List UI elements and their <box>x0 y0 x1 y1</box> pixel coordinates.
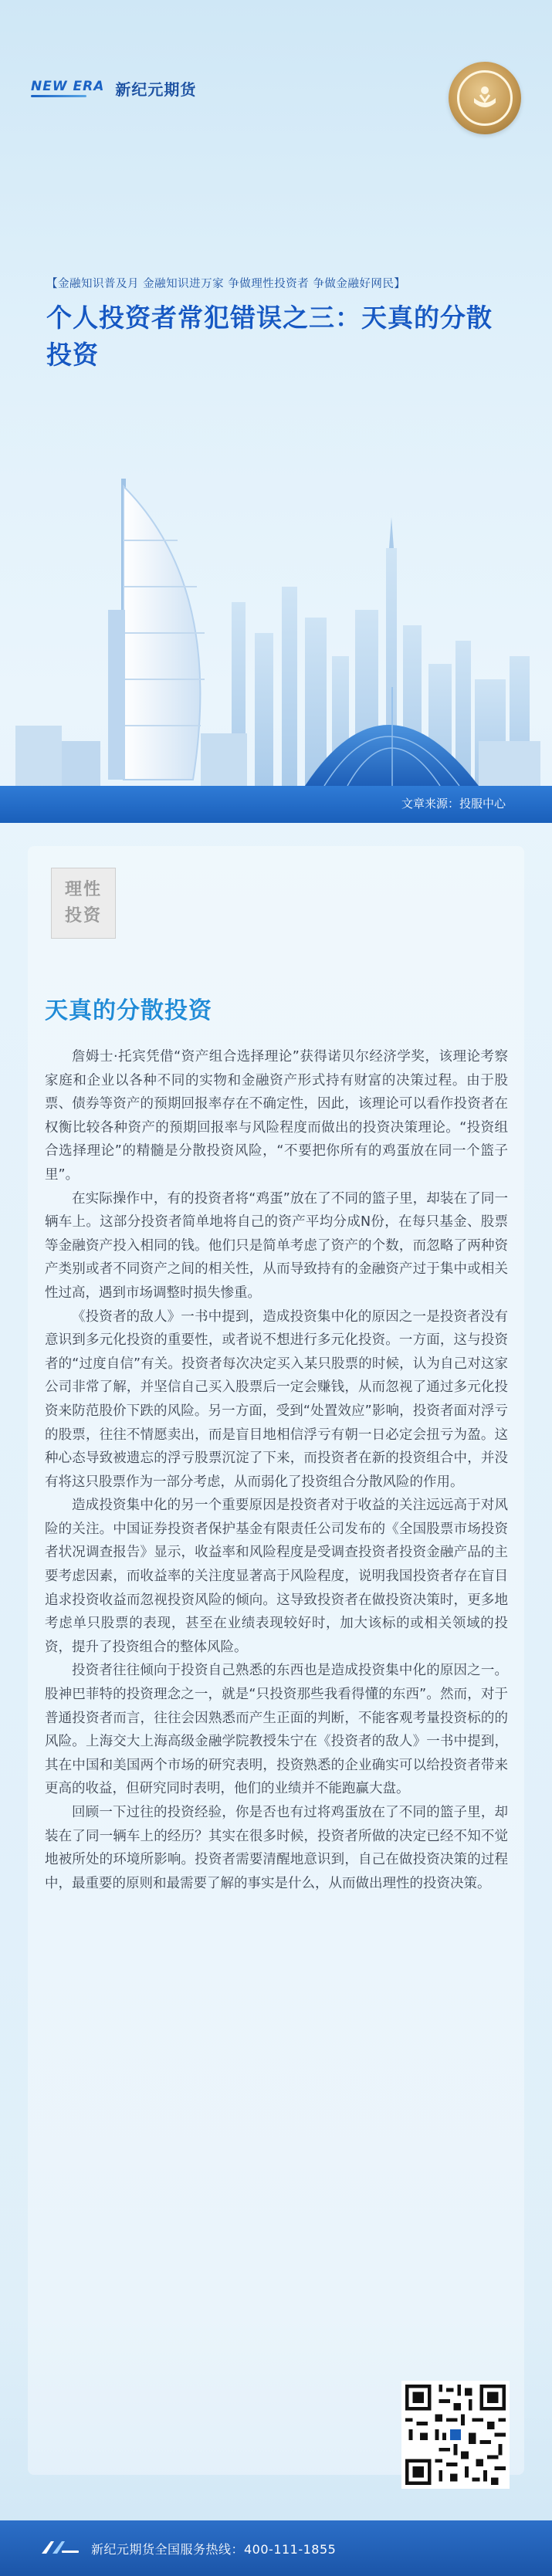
page-title: 个人投资者常犯错误之三：天真的分散投资 <box>46 303 493 370</box>
emblem-symbol-icon <box>468 81 502 115</box>
section-title: 天真的分散投资 <box>45 997 212 1024</box>
emblem-inner <box>457 70 513 126</box>
paragraph: 詹姆士·托宾凭借“资产组合选择理论”获得诺贝尔经济学奖，该理论考察家庭和企业以各种不同的实物和金融资产形式持有财富的决策过程。由于股票、债券等资产的预期回报率存在不确定性，因此，该理论可以看作投资者在权衡比较各种资产的预期回报率与风险程度而做出的投资决策理论。“投资组合选择理论”的精髓是分散投资风险，“不要把你所有的鸡蛋放在同一个篮子里”。 <box>45 1049 508 1183</box>
paragraph: 造成投资集中化的另一个重要原因是投资者对于收益的关注远远高于对风险的关注。中国证券投资者保护基金有限责任公司发布的《全国股票市场投资者状况调查报告》显示，收益率和风险程度是受调查投资者投资金融产品的主要考虑因素，而收益率的关注度显著高于风险程度，说明我国投资者存在盲目追求投资收益而忽视投资风险的倾向。这导致投资者在做投资决策时，更多地考虑单只股票的表现，甚至在业绩表现较好时，加大该标的或相关领域的投资，提升了投资组合的整体风险。 <box>45 1498 508 1655</box>
tagline: 【金融知识普及月 金融知识进万家 争做理性投资者 争做金融好网民】 <box>46 278 406 290</box>
paragraph: 在实际操作中，有的投资者将“鸡蛋”放在了不同的篮子里，却装在了同一辆车上。这部分投资者简单地将自己的资产平均分成N份，在每只基金、股票等金融资产投入相同的钱。他们只是简单考虑了资产的个数，而忽略了两种资产类别或者不同资产之间的相关性，从而导致持有的金融资产过于集中或相关性过高，遇到市场调整时损失惨重。 <box>45 1190 508 1301</box>
paragraph: 投资者往往倾向于投资自己熟悉的东西也是造成投资集中化的原因之一。股神巴菲特的投资理念之一，就是“只投资那些我看得懂的东西”。然而，对于普通投资者而言，往往会因熟悉而产生正面的判断，不能客观考量投资标的的风险。上海交大上海高级金融学院教授朱宁在《投资者的敌人》一书中提到，其在中国和美国两个市场的研究表明，投资熟悉的企业确实可以给投资者带来更高的收益，但研究同时表明，他们的业绩并不能跑赢大盘。 <box>45 1663 508 1797</box>
logo-mark-text: NEW ERA <box>31 79 105 94</box>
paragraph: 回顾一下过往的投资经验，你是否也有过将鸡蛋放在了不同的篮子里，却装在了同一辆车上的经历？其实在很多时候，投资者所做的决定已经不知不觉地被所处的环境所影响。投资者需要清醒地意识到，自己在做投资决策的过程中，最重要的原则和最需要了解的事实是什么，从而做出理性的投资决策。 <box>45 1805 508 1891</box>
brand-logo <box>31 77 196 100</box>
article-source: 文章来源：投服中心 <box>401 797 506 811</box>
logo-company-name: 新纪元期货 <box>115 80 197 99</box>
logo-underline <box>31 95 86 97</box>
paragraph: 《投资者的敌人》一书中提到，造成投资集中化的原因之一是投资者没有意识到多元化投资的重要性，或者说不想进行多元化投资。一方面，这与投资者的“过度自信”有关。投资者每次决定买入某只股票的时候，认为自己对这家公司非常了解，并坚信自己买入股票后一定会赚钱，从而忽视了通过多元化投资来防范股价下跌的风险。另一方面，受到“处置效应”影响，投资者面对浮亏的股票，往往不情愿卖出，而是盲目地相信浮亏有朝一日必定会扭亏为盈。这种心态导致被遗忘的浮亏股票沉淀了下来，而投资者在新的投资组合中，并没有将这只股票作为一部分考虑，从而弱化了投资组合分散风险的作用。 <box>45 1308 508 1490</box>
rational-investment-stamp <box>51 868 116 939</box>
emblem-badge-icon <box>449 62 521 134</box>
service-hotline: 新纪元期货全国服务热线：400-111-1855 <box>91 2542 337 2557</box>
qr-code-icon[interactable] <box>401 2381 510 2489</box>
stamp-line-2: 投资 <box>64 906 102 926</box>
logo-mark <box>31 80 104 97</box>
stamp-line-1: 理性 <box>64 880 102 899</box>
article-body <box>45 1045 508 1895</box>
city-skyline-illustration <box>0 432 552 834</box>
footer-logo-icon <box>39 2537 82 2558</box>
